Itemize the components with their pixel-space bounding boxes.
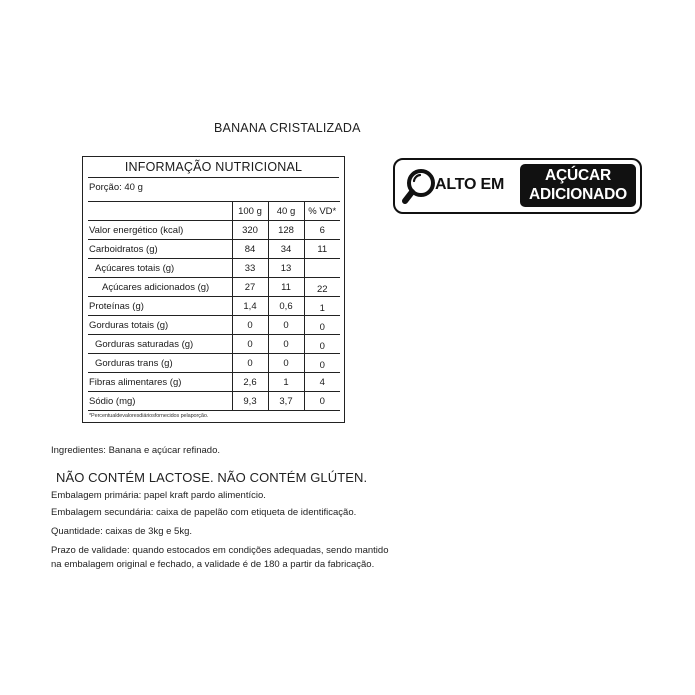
row-vd [304,335,340,354]
row-v100: 33 [232,259,268,278]
footnote: *Percentualdevaloresdiáriosfornecidos pelaporção. [89,413,209,419]
header-vd: % VD* [304,202,340,221]
table-row [88,278,340,297]
row-v100: 84 [232,240,268,259]
row-v40: 128 [268,221,304,240]
table-row [88,354,340,373]
table-row [88,316,340,335]
row-v100: 2,6 [232,373,268,392]
row-v40: 11 [268,278,304,297]
row-vd [304,278,340,297]
ingredients-text: Ingredientes: Banana e açúcar refinado. [51,445,221,456]
row-vd-value: 0 [319,359,325,371]
row-v40: 34 [268,240,304,259]
high-sugar-warning-seal [393,158,642,214]
packaging-secondary: Embalagem secundária: caixa de papelão com etiqueta de identificação. [51,507,357,518]
row-vd-value: 1 [319,302,325,314]
row-v40: 3,7 [268,392,304,411]
row-vd: 0 [304,392,340,411]
product-title: BANANA CRISTALIZADA [214,121,361,135]
row-vd-value: 0 [319,321,325,333]
table-row [88,221,340,240]
row-label: Carboidratos (g) [88,240,232,259]
row-v100: 0 [232,316,268,335]
row-label: Gorduras saturadas (g) [88,335,232,354]
row-vd [304,316,340,335]
row-label: Valor energético (kcal) [88,221,232,240]
row-v100: 27 [232,278,268,297]
portion-size: Porção: 40 g [89,182,143,193]
row-label: Sódio (mg) [88,392,232,411]
row-vd [304,297,340,316]
row-label: Açúcares adicionados (g) [88,278,232,297]
row-v40: 0 [268,316,304,335]
table-row [88,259,340,278]
row-v40: 0,6 [268,297,304,316]
row-v100: 1,4 [232,297,268,316]
row-v100: 320 [232,221,268,240]
row-vd: 11 [304,240,340,259]
row-vd: 4 [304,373,340,392]
table-row [88,335,340,354]
row-label: Proteínas (g) [88,297,232,316]
header-empty [88,202,232,221]
row-label: Fibras alimentares (g) [88,373,232,392]
packaging-primary: Embalagem primária: papel kraft pardo alimentício. [51,490,266,501]
title-divider [88,177,339,178]
nutrition-facts-table [82,156,345,423]
table-row [88,392,340,411]
row-v100: 9,3 [232,392,268,411]
header-100g: 100 g [232,202,268,221]
table-row [88,373,340,392]
header-row [88,202,340,221]
seal-nutrient-box [520,164,636,207]
quantity-text: Quantidade: caixas de 3kg e 5kg. [51,526,193,537]
table-row [88,240,340,259]
row-vd [304,354,340,373]
seal-line-1: AÇÚCAR [545,167,611,184]
nutrition-title: INFORMAÇÃO NUTRICIONAL [124,160,303,174]
row-v40: 0 [268,335,304,354]
seal-alto-em: ALTO EM [435,176,505,193]
row-label: Gorduras trans (g) [88,354,232,373]
magnifier-icon [401,166,437,206]
row-v100: 0 [232,335,268,354]
shelf-life-line-1: Prazo de validade: quando estocados em condições adequadas, sendo mantido [51,545,389,556]
table-row [88,297,340,316]
row-vd-value: 0 [319,340,325,352]
row-v40: 0 [268,354,304,373]
header-40g: 40 g [268,202,304,221]
row-vd: 6 [304,221,340,240]
row-v100: 0 [232,354,268,373]
row-v40: 1 [268,373,304,392]
row-vd [304,259,340,278]
seal-line-2: ADICIONADO [529,186,627,203]
row-vd-value: 22 [316,283,328,295]
nutrition-grid [88,201,340,411]
row-v40: 13 [268,259,304,278]
row-label: Açúcares totais (g) [88,259,232,278]
allergen-claims: NÃO CONTÉM LACTOSE. NÃO CONTÉM GLÚTEN. [56,470,368,485]
shelf-life-line-2: na embalagem original e fechado, a validade é de 180 a partir da fabricação. [51,559,375,570]
row-label: Gorduras totais (g) [88,316,232,335]
